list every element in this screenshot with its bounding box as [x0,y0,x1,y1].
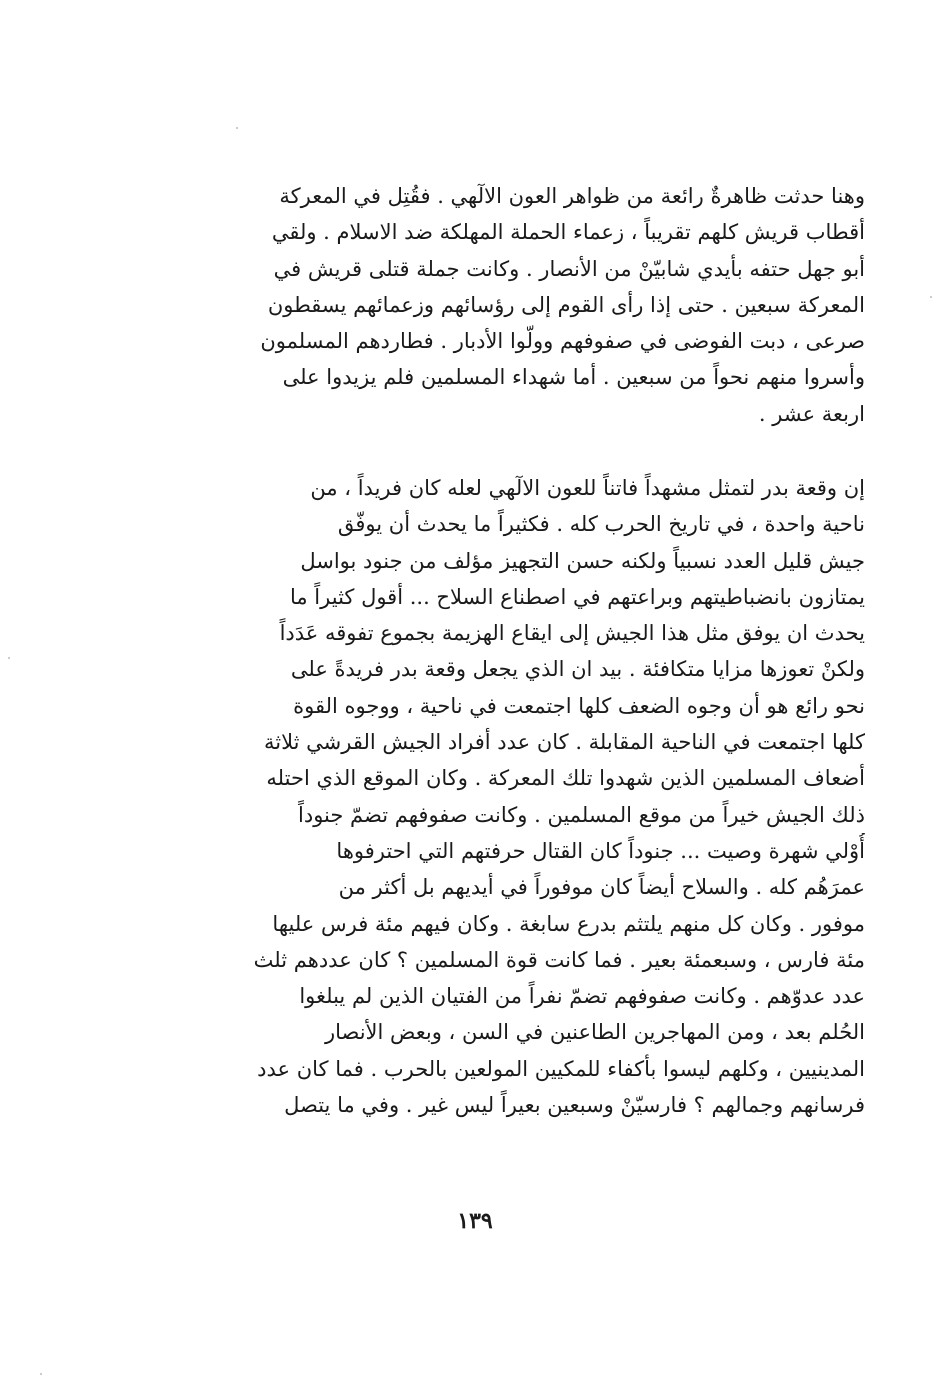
text-line: الحُلم بعد ، ومن المهاجرين الطاعنين في السن ، وبعض الأنصار [324,1020,865,1045]
text-line: أبو جهل حتفه بأيدي شابيّنْ من الأنصار . وكانت جملة قتلى قريش في [273,256,865,281]
text-line: وهنا حدثت ظاهرةٌ رائعة من ظواهر العون الالٓهي . فقُتِل في المعركة [279,184,865,208]
text-line: ناحية واحدة ، في تاريخ الحرب كله . فكثيراً ما يحدث أن يوفّق [337,512,865,537]
paper-speck [40,1373,42,1375]
text-line: صرعى ، دبت الفوضى في صفوفهم وولّوا الأدبار . فطاردهم المسلمون [260,329,865,354]
text-line: موفور . وكان كل منهم يلتثم بدرع سابغة . وكان فيهم مئة فرس عليها [272,911,865,936]
text-line: أضعاف المسلمين الذين شهدوا تلك المعركة . وكان الموقع الذي احتله [266,766,865,791]
paper-speck [8,657,10,659]
text-line: ذلك الجيش خيراً من موقع المسلمين . وكانت صفوفهم تضمّ جنوداً [298,802,865,827]
paper-speck [236,127,238,129]
paper-speck [930,296,932,298]
text-line: نحو رائع هو أن وجوه الضعف كلها اجتمعت في ناحية ، ووجوه القوة [293,693,865,718]
paragraph-2 [160,470,865,1123]
text-line: أقطاب قريش كلهم تقريباً ، زعماء الحملة المهلكة ضد الاسلام . ولقي [271,220,865,245]
text-line: فرسانهم وجمالهم ؟ فارسيّنْ وسبعين بعيراً ليس غير . وفي ما يتصل [284,1093,865,1118]
text-line: المعركة سبعين . حتى إذا رأى القوم إلى رؤسائهم وزعمائهم يسقطون [267,292,865,317]
page-number: ١٣٩ [457,1208,493,1234]
text-line: يحدث ان يوفق مثل هذا الجيش إلى ايقاع الهزيمة بجموع تفوقه عَدَداً [279,621,865,646]
text-line: المدينيين ، وكلهم ليسوا بأكفاء للمكيين المولعين بالحرب . فما كان عدد [257,1056,865,1081]
text-line: كلها اجتمعت في الناحية المقابلة . كان عدد أفراد الجيش القرشي ثلاثة [263,730,865,755]
text-line: عدد عدوّهم . وكانت صفوفهم تضمّ نفراً من الفتيان الذين لم يبلغوا [299,984,865,1009]
text-line: جيش قليل العدد نسبياً ولكنه حسن التجهيز مؤلف من جنود بواسل [300,548,865,573]
text-line: يمتازون بانضباطيتهم وبراعتهم في اصطناع السلاح ... أقول كثيراً ما [289,584,865,609]
text-line: عمرَهُم كله . والسلاح أيضاً كان موفوراً في أيديهم بل أكثر من [338,875,865,900]
text-line: إن وقعة بدر لتمثل مشهداً فاتناً للعون الالٓهي لعله كان فريداً ، من [310,476,865,500]
text-line: مئة فارس ، وسبعمئة بعير . فما كانت قوة المسلمين ؟ كان عددهم ثلث [253,947,865,972]
text-line: وأسروا منهم نحواً من سبعين . أما شهداء المسلمين فلم يزيدوا على [282,365,865,390]
text-line: ولكنْ تعوزها مزايا متكافئة . بيد ان الذي يجعل وقعة بدر فريدةً على [290,657,865,682]
text-line: أُوْلي شهرة وصيت ... جنوداً كان القتال حرفتهم التي احترفوها [336,838,865,863]
text-line: اربعة عشر . [758,401,865,426]
paragraph-1 [160,178,865,432]
